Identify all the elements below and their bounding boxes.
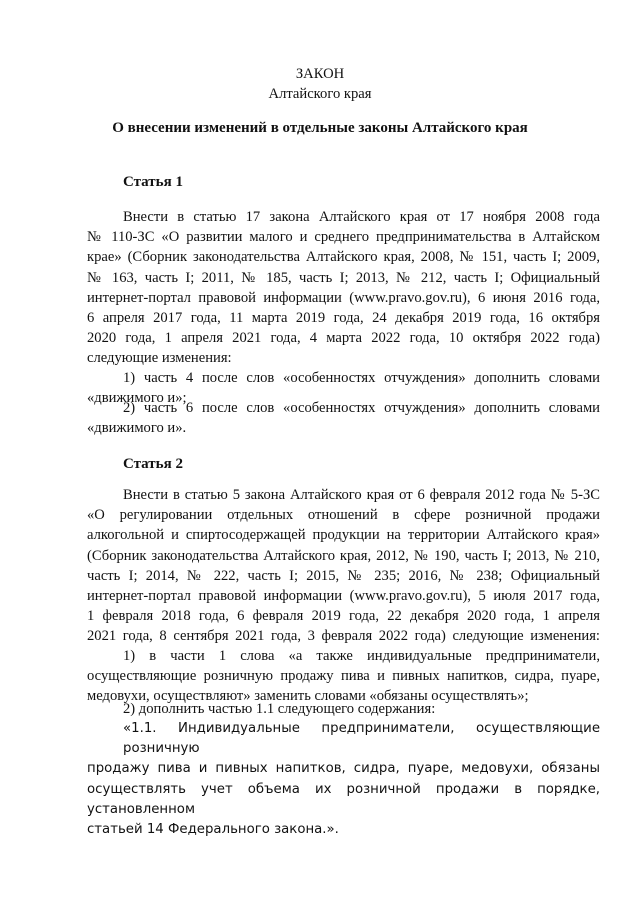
text-line: статьей 14 Федерального закона.».: [87, 822, 339, 838]
article-2-intro: [87, 485, 600, 647]
text-line: 1) часть 4 после слов «особенностях отчуждения» дополнить словами: [123, 370, 600, 386]
article-2-item-1: [87, 646, 600, 707]
text-line: осуществлять учет объема их розничной продажи в порядке, установленном: [87, 781, 600, 817]
text-line: Внести в статью 5 закона Алтайского края от 6 февраля 2012 года № 5-ЗС: [123, 487, 600, 503]
text-line: 1) в части 1 слова «а также индивидуальные предприниматели,: [123, 648, 600, 664]
text-line: 2) дополнить частью 1.1 следующего содержания:: [123, 701, 436, 717]
text-line: 2021 года, 8 сентября 2021 года, 3 февраля 2022 года) следующие изменения:: [87, 628, 600, 645]
article-2-heading: Статья 2: [123, 456, 183, 472]
article-2-item-2: [87, 699, 600, 719]
text-line: интернет-портал правовой информации (www.pravo.gov.ru), 6 июня 2016 года,: [87, 289, 600, 306]
text-line: крае» (Сборник законодательства Алтайского края, 2008, № 151, часть I; 2009,: [87, 249, 600, 266]
text-line: медовухи, осуществляют» заменить словами «обязаны осуществлять»;: [87, 688, 529, 705]
text-line: Внести в статью 17 закона Алтайского края от 17 ноября 2008 года: [123, 209, 600, 225]
text-line: «1.1. Индивидуальные предприниматели, осуществляющие розничную: [123, 721, 600, 757]
text-line: № 163, часть I; 2011, № 185, часть I; 2013, № 212, часть I; Официальный: [87, 269, 600, 286]
article-1-heading: Статья 1: [123, 174, 183, 190]
text-line: следующие изменения:: [87, 350, 232, 367]
text-line: (Сборник законодательства Алтайского края, 2012, № 190, часть I; 2013, № 210,: [87, 547, 600, 564]
text-line: «движимого и».: [87, 420, 187, 437]
text-line: «движимого и»;: [87, 390, 187, 407]
text-line: интернет-портал правовой информации (www.pravo.gov.ru), 5 июля 2017 года,: [87, 588, 600, 605]
article-1-intro: [87, 207, 600, 369]
law-heading: О внесении изменений в отдельные законы Алтайского края: [112, 120, 528, 136]
text-line: № 110-ЗС «О развитии малого и среднего предпринимательства в Алтайском: [87, 229, 600, 246]
document-subtitle: Алтайского края: [268, 86, 372, 102]
text-line: продажу пива и пивных напитков, сидра, пуаре, медовухи, обязаны: [87, 761, 600, 777]
text-line: 1 февраля 2018 года, 6 февраля 2019 года, 22 декабря 2020 года, 1 апреля: [87, 608, 600, 625]
text-line: алкогольной и спиртосодержащей продукции на территории Алтайского края»: [87, 527, 600, 544]
text-line: 2) часть 6 после слов «особенностях отчуждения» дополнить словами: [123, 400, 600, 416]
text-line: 2020 года, 1 апреля 2021 года, 4 марта 2022 года, 10 октября 2022 года): [87, 330, 600, 347]
article-1-item-2: [87, 398, 600, 438]
text-line: осуществляющие розничную продажу пива и пивных напитков, сидра, пуаре,: [87, 668, 600, 685]
article-2-item-2-quote: [87, 719, 600, 840]
text-line: часть I; 2014, № 222, часть I; 2015, № 235; 2016, № 238; Официальный: [87, 567, 600, 584]
text-line: «О регулировании отдельных отношений в сфере розничной продажи: [87, 507, 600, 524]
text-line: 6 апреля 2017 года, 11 марта 2019 года, 24 декабря 2019 года, 16 октября: [87, 310, 600, 327]
document-title: ЗАКОН: [295, 66, 345, 82]
